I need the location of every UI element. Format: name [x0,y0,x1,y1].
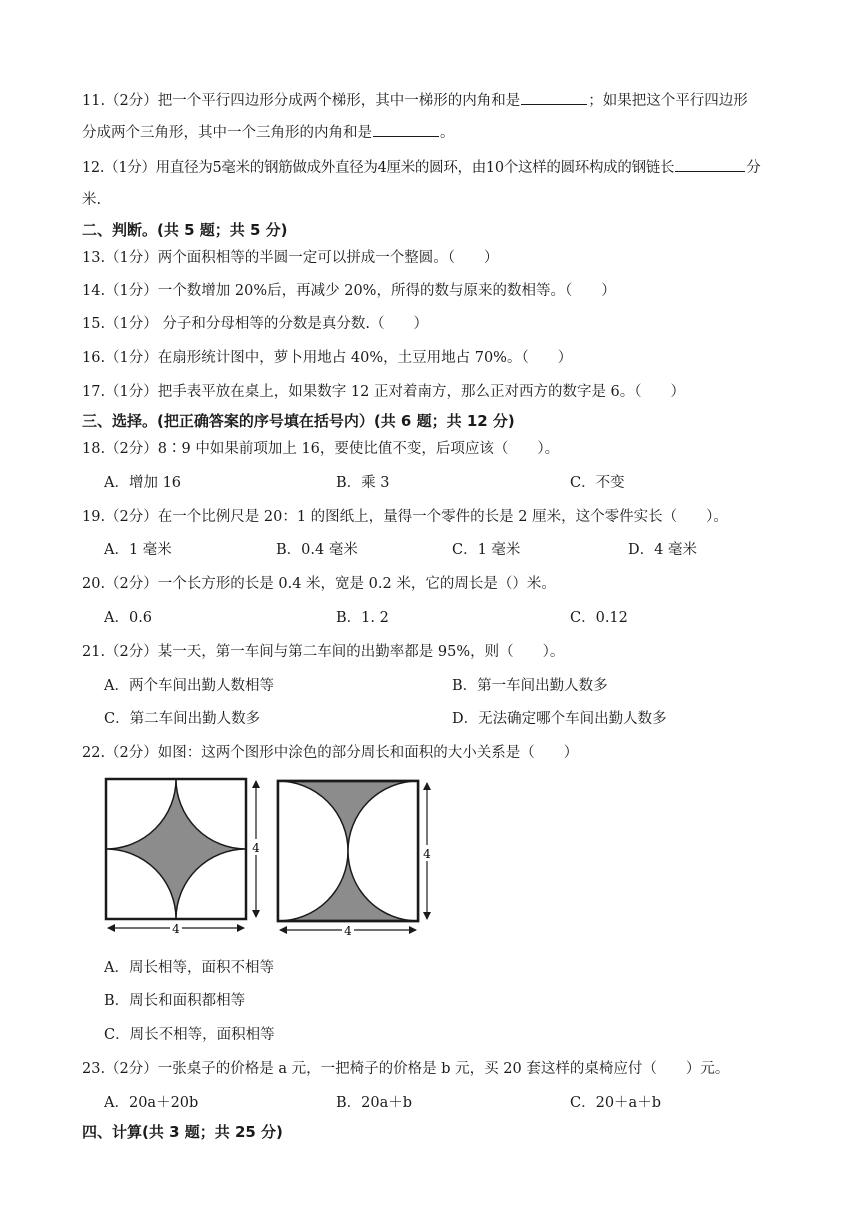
question-17: 17.（1分）把手表平放在桌上，如果数字 12 正对着南方，那么正对西方的数字是 6。（ ） [82,384,686,400]
figure-2 [278,781,433,938]
q23-option-c[interactable]: C．20＋a＋b [570,1095,661,1111]
section-2-heading: 二、判断。(共 5 题；共 5 分) [82,221,288,239]
q21-option-a[interactable]: A．两个车间出勤人数相等 [104,678,274,694]
question-22-stem: 22.（2分）如图：这两个图形中涂色的部分周长和面积的大小关系是（ ） [82,745,579,761]
question-15: 15.（1分） 分子和分母相等的分数是真分数.（ ） [82,316,429,332]
q22-figures [100,775,440,943]
question-16: 16.（1分）在扇形统计图中，萝卜用地占 40%，土豆用地占 70%。（ ） [82,350,573,366]
question-13: 13.（1分）两个面积相等的半圆一定可以拼成一个整圆。（ ） [82,250,499,266]
q18-option-b[interactable]: B．乘 3 [336,475,390,491]
section-3-heading: 三、选择。(把正确答案的序号填在括号内）(共 6 题；共 12 分) [82,412,515,430]
q19-option-b[interactable]: B．0.4 毫米 [276,542,358,558]
q21-option-c[interactable]: C．第二车间出勤人数多 [104,711,261,727]
question-23-stem: 23.（2分）一张桌子的价格是 a 元，一把椅子的价格是 b 元，买 20 套这样的桌椅应付（ ）元。 [82,1061,730,1077]
question-11-line-1 [82,90,748,111]
q23-option-b[interactable]: B．20a＋b [336,1095,413,1111]
q11-text-3: 分成两个三角形，其中一个三角形的内角和是 [82,125,372,141]
figure-1 [106,779,262,936]
q11-text-1: 11.（2分）把一个平行四边形分成两个梯形，其中一梯形的内角和是 [82,93,521,109]
question-12-line-2 [82,190,101,210]
q18-option-a[interactable]: A．增加 16 [104,475,182,491]
section-4-heading: 四、计算(共 3 题；共 25 分) [82,1123,283,1141]
question-21-stem: 21.（2分）某一天，第一车间与第二车间的出勤率都是 95%，则（ ）。 [82,644,565,660]
q19-option-a[interactable]: A．1 毫米 [104,542,172,558]
q19-option-c[interactable]: C．1 毫米 [452,542,521,558]
q11-text-4: 。 [440,125,455,141]
figure-1-width-label: 4 [172,922,180,936]
question-19-stem: 19.（2分）在一个比例尺是 20：1 的图纸上，量得一个零件的长是 2 厘米，这个零件实长（ ）。 [82,509,728,525]
q19-option-d[interactable]: D．4 毫米 [628,542,697,558]
q20-option-c[interactable]: C．0.12 [570,610,628,626]
q22-option-b[interactable]: B．周长和面积都相等 [104,993,246,1009]
figure-1-height-label: 4 [252,841,260,855]
q11-blank-2[interactable] [373,122,439,137]
question-18-stem: 18.（2分）8∶9 中如果前项加上 16，要使比值不变，后项应该（ ）。 [82,441,560,457]
q12-text-2: 分 [746,160,761,176]
question-12-line-1 [82,157,760,178]
q22-option-c[interactable]: C．周长不相等，面积相等 [104,1027,275,1043]
q11-blank-1[interactable] [521,90,587,105]
q23-option-a[interactable]: A．20a＋20b [104,1095,199,1111]
figure-2-height-label: 4 [423,847,431,861]
q18-option-c[interactable]: C．不变 [570,475,625,491]
question-14: 14.（1分）一个数增加 20%后，再减少 20%，所得的数与原来的数相等。（ ） [82,283,616,299]
q20-option-a[interactable]: A．0.6 [104,610,153,626]
q20-option-b[interactable]: B．1. 2 [336,610,389,626]
q22-option-a[interactable]: A．周长相等，面积不相等 [104,960,274,976]
figure-2-width-label: 4 [344,924,352,938]
q12-text-1: 12.（1分）用直径为5毫米的钢筋做成外直径为4厘米的圆环，由10个这样的圆环构成的钢链长 [82,160,675,176]
q12-text-3: 米. [82,192,102,208]
question-20-stem: 20.（2分）一个长方形的长是 0.4 米，宽是 0.2 米，它的周长是（）米。 [82,576,556,592]
q11-text-2: ；如果把这个平行四边形 [588,93,748,109]
q21-option-b[interactable]: B．第一车间出勤人数多 [452,678,608,694]
question-11-line-2 [82,122,455,143]
q12-blank[interactable] [675,157,745,172]
q21-option-d[interactable]: D．无法确定哪个车间出勤人数多 [452,711,667,727]
